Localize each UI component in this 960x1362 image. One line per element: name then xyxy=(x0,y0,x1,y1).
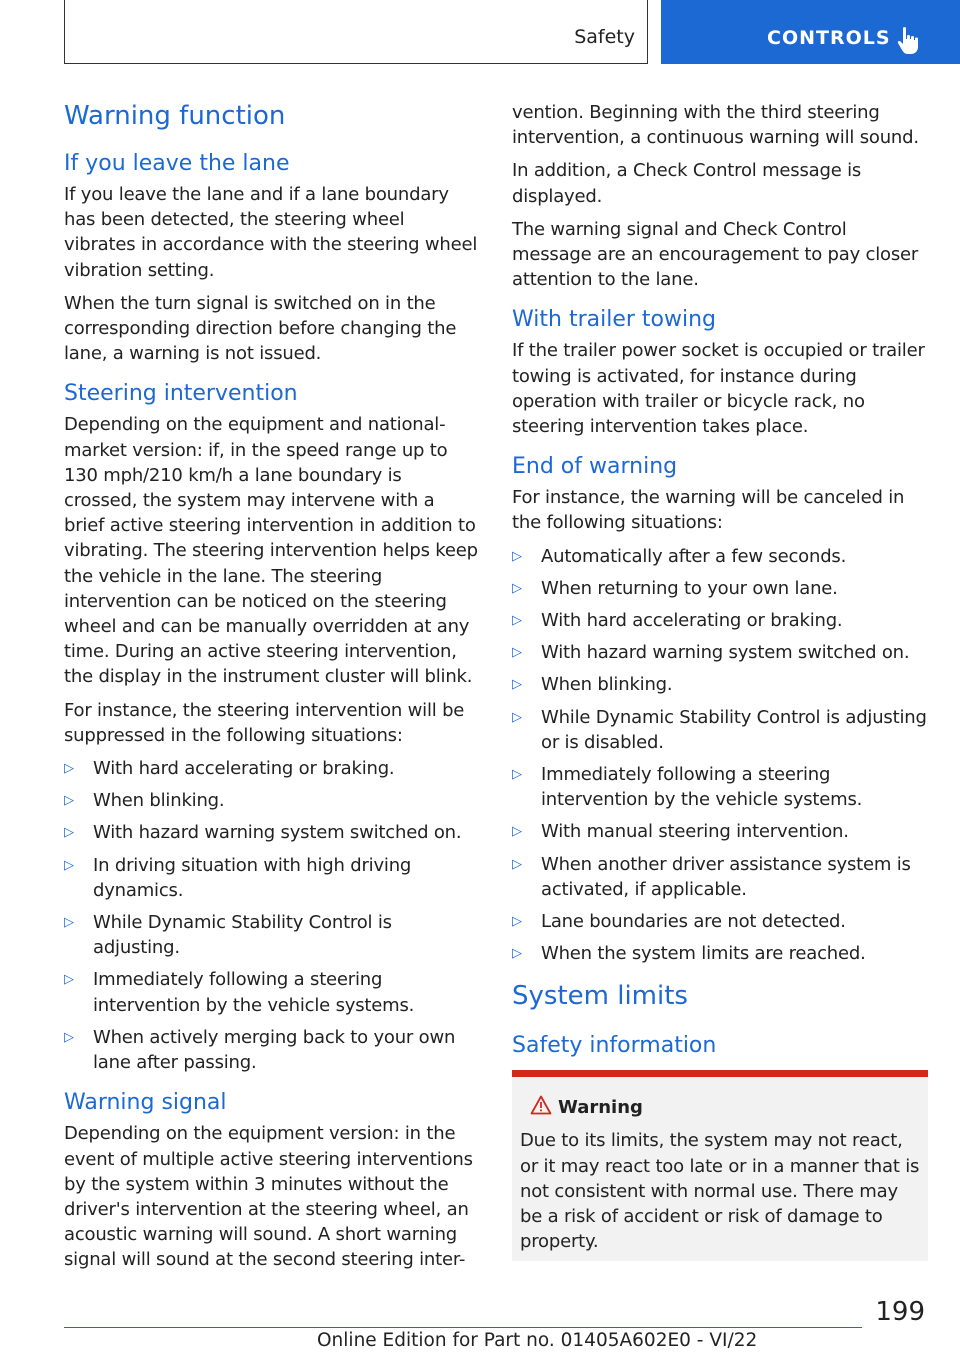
chapter-tab-label: CONTROLS xyxy=(767,27,891,49)
left-column xyxy=(64,100,480,1281)
list-item: ▷ When the system limits are reached. xyxy=(512,941,928,966)
triangle-bullet-icon: ▷ xyxy=(512,613,522,629)
list-item: ▷ While Dynamic Stability Control is adjusting or is disabled. xyxy=(512,706,927,753)
warning-label: Warning xyxy=(558,1097,643,1119)
list-item: ▷ When blinking. xyxy=(512,672,928,697)
signal-paragraph-2: In addition, a Check Control message is displayed. xyxy=(512,160,862,207)
list-item: ▷ When actively merging back to your own lane after passing. xyxy=(64,1026,456,1074)
heading-end-of-warning: End of warning xyxy=(512,454,678,480)
triangle-bullet-icon: ▷ xyxy=(512,677,522,693)
leave-lane-paragraph-1: If you leave the lane and if a lane boundary has been detected, the steering wheel vibrates in accordance with the steering wheel vibration setting. xyxy=(64,184,478,281)
heading-warning-function: Warning function xyxy=(64,101,286,131)
heading-warning-signal: Warning signal xyxy=(64,1090,227,1116)
heading-leave-lane: If you leave the lane xyxy=(64,151,290,176)
steering-paragraph-2: For instance, the steering intervention will be suppressed in the following situations: xyxy=(64,699,465,746)
steering-paragraph-1: Depending on the equipment and national-market version: if, in the speed range up to 130 mph/210 km/h a lane boundary is crossed, the system may intervene with a brief active steering intervention in addition to vibrating. The steering intervention helps keep the vehicle in the lane. The steering intervention can be noticed on the steering wheel and can be manually overridden at any time. During an active steering intervention, the display in the instrument cluster will blink. xyxy=(64,414,478,688)
signal-paragraph-1: Depending on the equipment version: in the event of multiple active steering interventions by the system within 3 minutes without the driver's intervention at the steering wheel, an acoustic warning will sound. A short warning signal will sound at the second steering inter- xyxy=(64,1123,473,1271)
list-item: ▷ With hard accelerating or braking. xyxy=(512,608,928,633)
end-of-warning-list xyxy=(512,544,928,967)
list-item: ▷ With hazard warning system switched on. xyxy=(512,640,928,665)
triangle-bullet-icon: ▷ xyxy=(512,824,522,840)
signal-paragraph-continued: vention. Beginning with the third steering intervention, a continuous warning will sound. xyxy=(512,102,919,149)
triangle-bullet-icon: ▷ xyxy=(512,709,522,725)
right-column xyxy=(512,100,928,1261)
triangle-bullet-icon: ▷ xyxy=(512,856,522,872)
warning-triangle-icon xyxy=(530,1095,552,1115)
triangle-bullet-icon: ▷ xyxy=(512,914,522,930)
list-item: ▷ When another driver assistance system is activated, if applicable. xyxy=(512,853,911,900)
header-section-title: Safety xyxy=(574,26,635,48)
list-item: ▷ Automatically after a few seconds. xyxy=(512,544,928,569)
warning-title xyxy=(520,1097,920,1118)
list-item: ▷ When returning to your own lane. xyxy=(512,576,928,601)
triangle-bullet-icon: ▷ xyxy=(64,825,74,841)
steering-suppression-list xyxy=(64,756,480,1075)
heading-steering-intervention: Steering intervention xyxy=(64,381,298,407)
list-item: ▷ With hazard warning system switched on. xyxy=(64,820,480,845)
page-number: 199 xyxy=(875,1297,925,1327)
triangle-bullet-icon: ▷ xyxy=(512,946,522,962)
triangle-bullet-icon: ▷ xyxy=(64,972,74,988)
list-item: ▷ With manual steering intervention. xyxy=(512,819,928,844)
trailer-paragraph: If the trailer power socket is occupied or trailer towing is activated, for instance during operation with trailer or bicycle rack, no steering intervention takes place. xyxy=(512,340,925,438)
heading-trailer-towing: With trailer towing xyxy=(512,307,716,333)
list-item: ▷ With hard accelerating or braking. xyxy=(64,756,480,781)
triangle-bullet-icon: ▷ xyxy=(64,793,74,809)
heading-system-limits: System limits xyxy=(512,981,688,1012)
leave-lane-paragraph-2: When the turn signal is switched on in the corresponding direction before changing the lane, a warning is not issued. xyxy=(64,292,457,365)
list-item: ▷ Lane boundaries are not detected. xyxy=(512,909,928,934)
triangle-bullet-icon: ▷ xyxy=(512,645,522,661)
triangle-bullet-icon: ▷ xyxy=(64,1029,74,1045)
triangle-bullet-icon: ▷ xyxy=(512,767,522,783)
list-item: ▷ In driving situation with high driving dynamics. xyxy=(64,854,412,901)
header-section-box xyxy=(64,0,648,64)
heading-safety-information: Safety information xyxy=(512,1033,717,1059)
triangle-bullet-icon: ▷ xyxy=(64,915,74,931)
signal-paragraph-3: The warning signal and Check Control message are an encouragement to pay closer attention to the lane. xyxy=(512,218,919,291)
list-item: ▷ Immediately following a steering intervention by the vehicle systems. xyxy=(512,764,863,811)
list-item: ▷ While Dynamic Stability Control is adjusting. xyxy=(64,912,392,959)
hand-pointer-icon xyxy=(896,26,922,56)
footer-edition-text: Online Edition for Part no. 01405A602E0 - VI/22 xyxy=(317,1330,758,1351)
triangle-bullet-icon: ▷ xyxy=(64,857,74,873)
triangle-bullet-icon: ▷ xyxy=(64,761,74,777)
triangle-bullet-icon: ▷ xyxy=(512,580,522,596)
list-item: ▷ Immediately following a steering intervention by the vehicle systems. xyxy=(64,969,415,1016)
header-chapter-tab xyxy=(661,0,960,64)
end-paragraph: For instance, the warning will be canceled in the following situations: xyxy=(512,487,905,534)
list-item: ▷ When blinking. xyxy=(64,788,480,813)
footer-divider xyxy=(64,1327,862,1328)
warning-box xyxy=(512,1070,928,1260)
triangle-bullet-icon: ▷ xyxy=(512,548,522,564)
warning-text: Due to its limits, the system may not react, or it may react too late or in a manner that is not consistent with normal use. There may be a risk of accident or risk of damage to property. xyxy=(520,1130,920,1253)
